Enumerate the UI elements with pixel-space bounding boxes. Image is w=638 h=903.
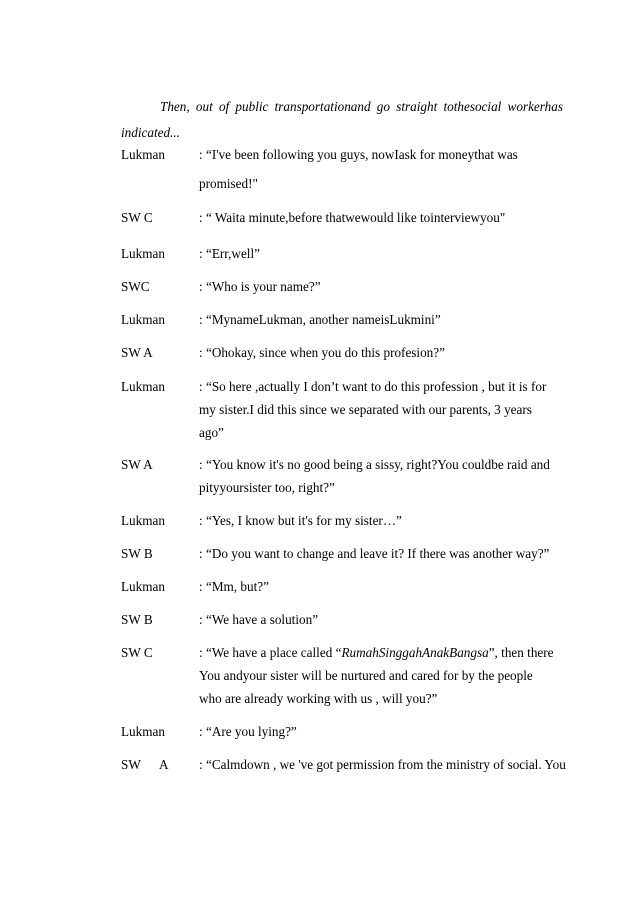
dialogue-line: : “So here ,actually I don’t want to do this profession , but it is for [199,379,547,394]
speaker-label-part: A [159,757,169,772]
speaker-label: SW A [121,345,153,360]
speaker-label: Lukman [121,246,165,261]
dialogue-line: : “ Waita minute,before thatwewould like tointerviewyou" [199,210,506,225]
speaker-label: SWC [121,279,150,294]
speaker-label: Lukman [121,724,165,739]
dialogue-line: : “Yes, I know but it's for my sister…” [199,513,402,528]
speaker-label: SW B [121,612,153,627]
speaker-label: Lukman [121,379,165,394]
dialogue-line-with-italic [199,645,554,661]
speaker-label: SW A [121,457,153,472]
dialogue-line: : “We have a solution” [199,612,319,627]
dialogue-line-suffix: ”, then there [488,645,554,660]
dialogue-line: promised!" [199,176,258,191]
dialogue-line: : “Ohokay, since when you do this profesion?” [199,345,445,360]
dialogue-line: : “You know it's no good being a sissy, right?You couldbe raid and [199,457,550,472]
dialogue-line: : “Are you lying?” [199,724,297,739]
speaker-label-part: SW [121,757,141,772]
speaker-label: Lukman [121,513,165,528]
dialogue-line: pityyoursister too, right?” [199,480,335,495]
speaker-label: Lukman [121,312,165,327]
dialogue-line: : “Mm, but?” [199,579,269,594]
place-name-italic: RumahSinggahAnakBangsa [341,645,489,660]
dialogue-line: : “I've been following you guys, nowIask for moneythat was [199,147,518,162]
speaker-label: Lukman [121,147,165,162]
dialogue-line: my sister.I did this since we separated with our parents, 3 years [199,402,532,417]
dialogue-line: : “Do you want to change and leave it? If there was another way?” [199,546,550,561]
dialogue-line: : “MynameLukman, another nameisLukmini” [199,312,441,327]
dialogue-line: : “Who is your name?” [199,279,321,294]
intro-paragraph [121,94,563,146]
dialogue-line-prefix: : “We have a place called “ [199,645,342,660]
dialogue-line: who are already working with us , will you?” [199,691,438,706]
intro-line-1: Then, out of public transportationand go straight tothesocial workerhas [160,99,563,114]
dialogue-line: You andyour sister will be nurtured and cared for by the people [199,668,533,683]
speaker-label: SW C [121,210,153,225]
dialogue-line: : “Err,well” [199,246,260,261]
speaker-label: SW C [121,645,153,660]
speaker-label: SW B [121,546,153,561]
intro-line-2: indicated... [121,125,180,140]
dialogue-line: ago” [199,425,224,440]
speaker-label: Lukman [121,579,165,594]
dialogue-line: : “Calmdown , we 've got permission from the ministry of social. You [199,757,566,772]
